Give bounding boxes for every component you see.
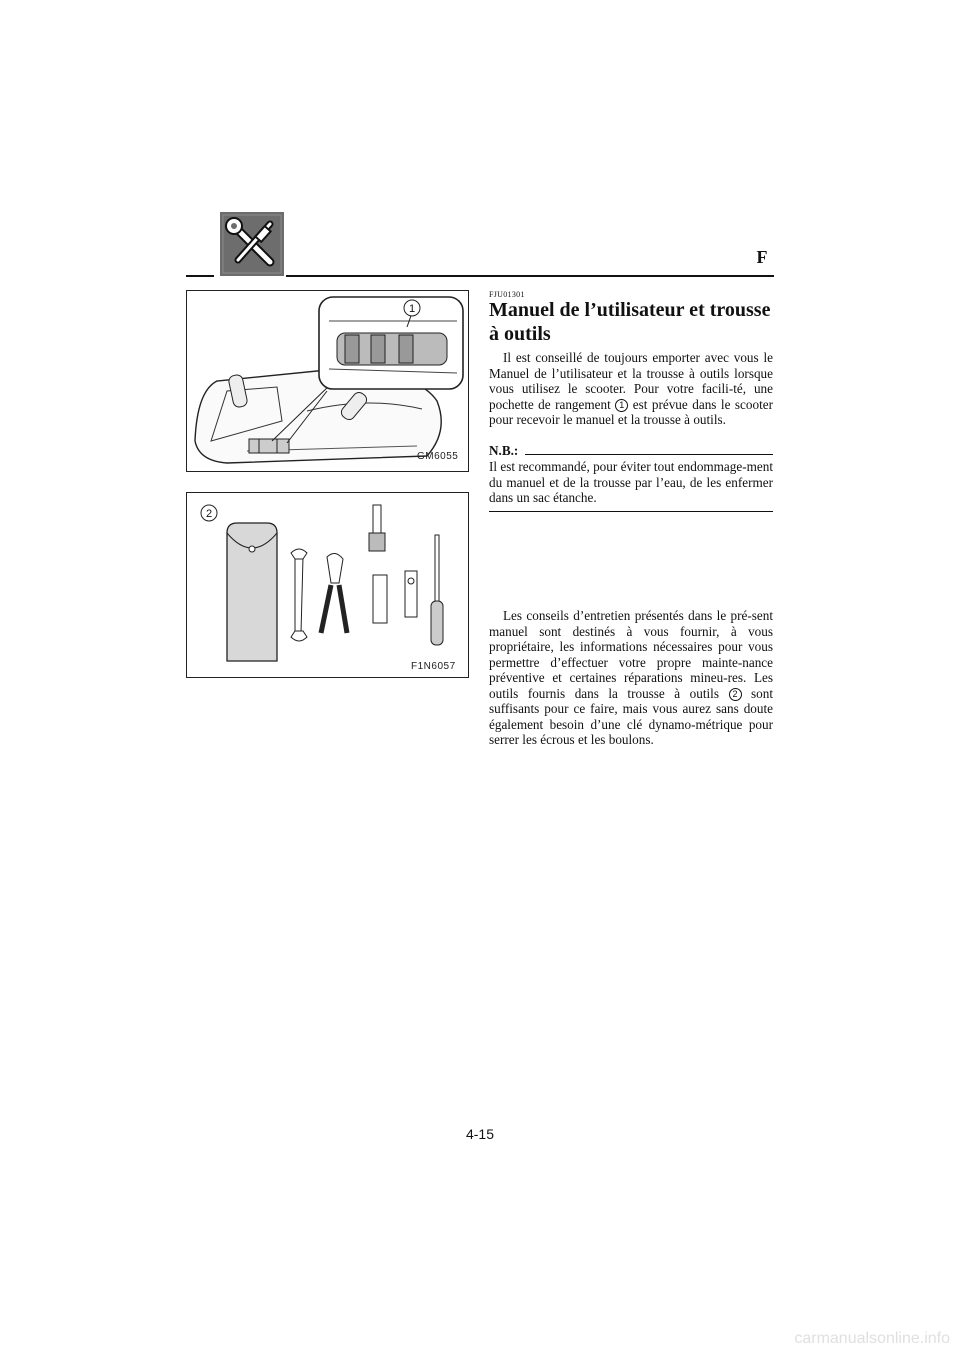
note-rule-bottom [489,511,773,512]
paragraph-maintenance-text-b: sont suffisants pour ce faire, mais vous aurez sans doute également besoin d’une clé dynamo-métrique pour serrer les écrous et les boulons. [489,685,773,747]
callout-1: 1 [615,399,628,412]
tool-kit-illustration [187,493,468,677]
watermark: carmanualsonline.info [794,1330,950,1347]
paragraph-intro [489,350,773,428]
header-rule-left [186,275,214,277]
page-number: 4-15 [465,1126,495,1142]
note-rule-top [525,454,773,455]
section-title-line2: à outils [489,323,551,345]
paragraph-intro-text-a: Il est conseillé de toujours emporter avec vous le Manuel de l’utilisateur et la trousse à outils lorsque vous utilisez le scooter. Pour votre facili-té, une pochette de rangement [489,350,773,412]
paragraph-maintenance-text-a: Les conseils d’entretien présentés dans le pré-sent manuel sont destinés à vous fournir, à vous propriétaire, les informations nécessaires pour vous permettre d’effectuer votre propre mainte-nance préventive et certaines réparations mineu-res. Les outils fournis dans la trousse à outils [489,608,773,701]
header-rule-right [286,275,774,277]
tools-icon [220,212,284,276]
figure-tool-kit [186,492,469,678]
section-title-line1: Manuel de l’utilisateur et trousse [489,299,771,321]
paragraph-maintenance [489,608,773,748]
figure2-code: F1N6057 [411,661,456,672]
section-code: FJU01301 [489,290,525,299]
figure2-callout: 2 [205,508,213,520]
callout-2: 2 [729,688,742,701]
paragraph-intro-text-b: est prévue dans le scooter pour recevoir le manuel et la trousse à outils. [489,396,773,427]
figure1-callout: 1 [408,303,416,315]
note-label: N.B.: [489,443,519,458]
figure1-code: GM6055 [417,451,459,462]
note-text: Il est recommandé, pour éviter tout endommage-ment du manuel et de la trousse par l’eau, de les enfermer dans un sac étanche. [489,459,773,505]
figure-storage-pouch [186,290,469,472]
storage-pouch-illustration [187,291,468,471]
section-title [489,298,773,346]
language-badge: F [756,247,768,267]
